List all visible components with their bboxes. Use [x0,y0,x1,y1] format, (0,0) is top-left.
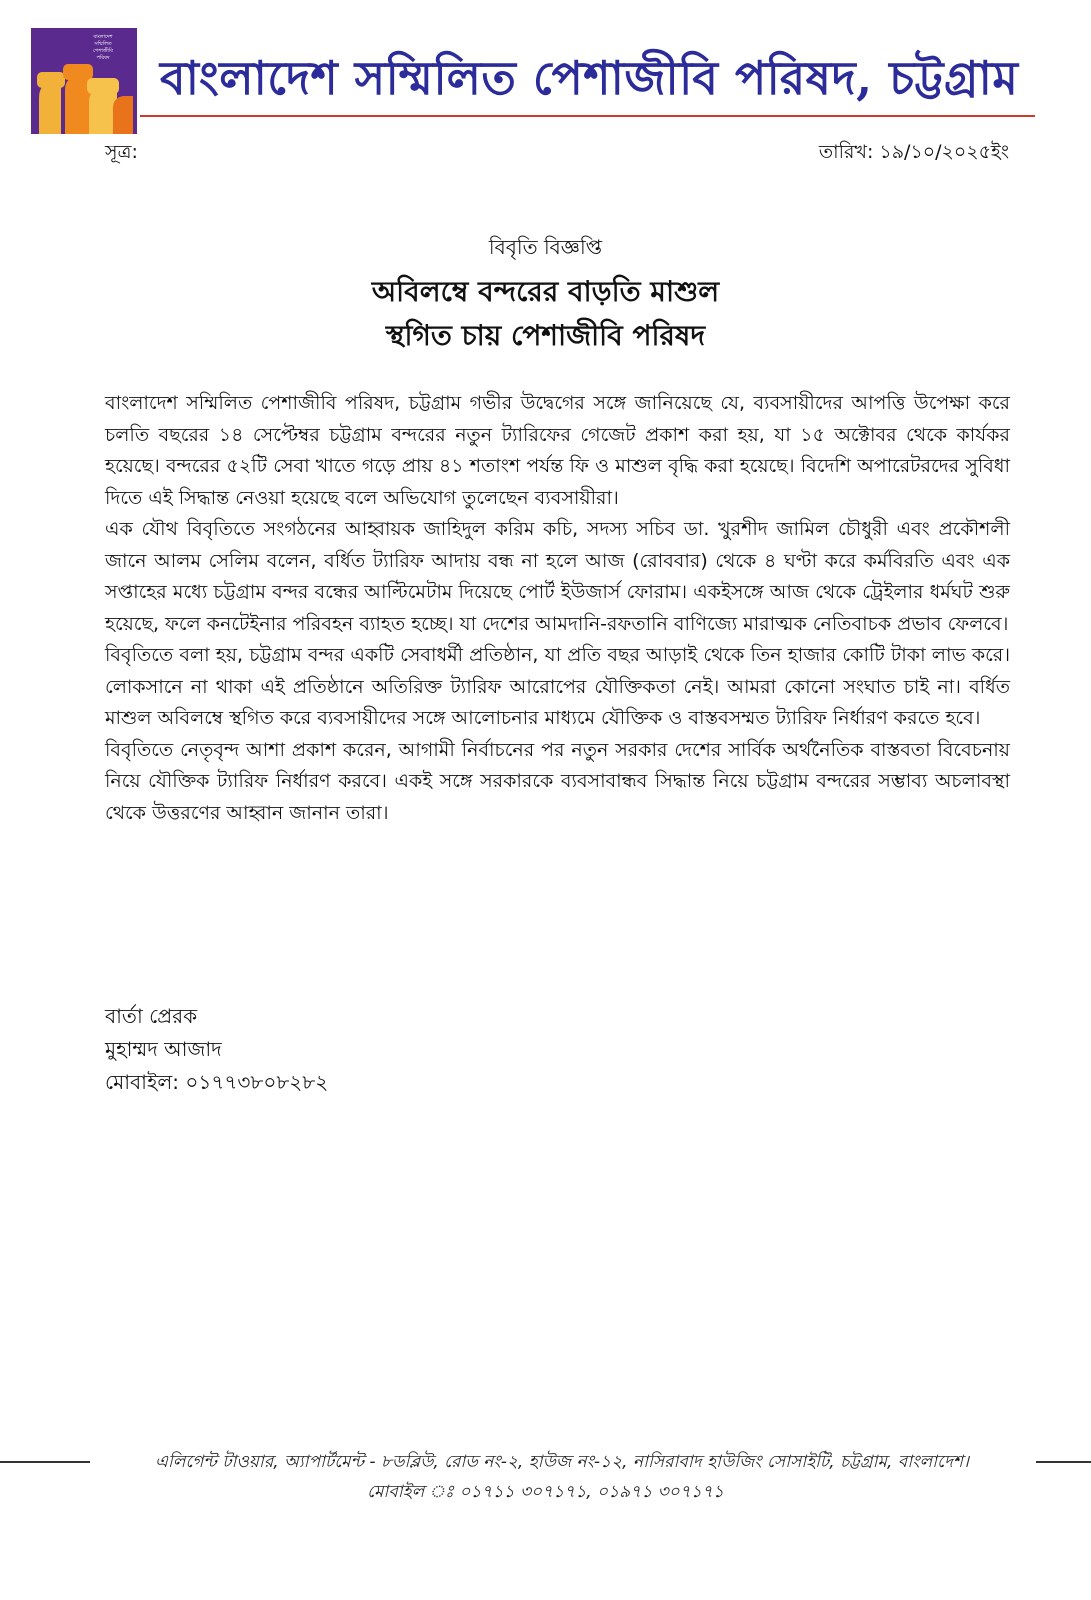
sender-mobile: মোবাইল: ০১৭৭৩৮০৮২৮২ [105,1070,329,1094]
svg-text:পেশাজীবি: পেশাজীবি [93,48,113,54]
org-title: বাংলাদেশ সম্মিলিত পেশাজীবি পরিষদ, চট্টগ্রাম [160,51,1019,105]
statement-body [105,388,1010,829]
paragraph: বিবৃতিতে বলা হয়, চট্টগ্রাম বন্দর একটি সেবাধর্মী প্রতিষ্ঠান, যা প্রতি বছর আড়াই থেকে তিন হাজার কোটি টাকা লাভ করে। লোকসানে না থাকা এই প্রতিষ্ঠানে অতিরিক্ত ট্যারিফ আরোপের যৌক্তিকতা নেই। আমরা কোনো সংঘাত চাই না। বর্ধিত মাশুল অবিলম্বে স্থগিত করে ব্যবসায়ীদের সঙ্গে আলোচনার মাধ্যমে যৌক্তিক ও বাস্তবসম্মত ট্যারিফ নির্ধারণ করতে হবে। [105,644,1010,729]
footer-divider-left [0,1461,90,1463]
footer-divider-right [1036,1461,1091,1463]
svg-text:পরিষদ: পরিষদ [96,55,110,61]
paragraph: বাংলাদেশ সম্মিলিত পেশাজীবি পরিষদ, চট্টগ্রাম গভীর উদ্বেগের সঙ্গে জানিয়েছে যে, ব্যবসায়ীদের আপত্তি উপেক্ষা করে চলতি বছরের ১৪ সেপ্টেম্বর চট্টগ্রাম বন্দরের নতুন ট্যারিফের গেজেট প্রকাশ করা হয়, যা ১৫ অক্টোবর থেকে কার্যকর হয়েছে। বন্দরের ৫২টি সেবা খাতে গড়ে প্রায় ৪১ শতাংশ পর্যন্ত ফি ও মাশুল বৃদ্ধি করা হয়েছে। বিদেশি অপারেটরদের সুবিধা দিতে এই সিদ্ধান্ত নেওয়া হয়েছে বলে অভিযোগ তুলেছেন ব্যবসায়ীরা। [105,392,1010,509]
sender-label: বার্তা প্রেরক [105,1004,198,1028]
footer-phone: মোবাইল ঃ ০১৭১১ ৩০৭১৭১, ০১৯৭১ ৩০৭১৭১ [367,1482,724,1502]
raised-fists-icon [31,28,137,134]
footer-address: এলিগেন্ট টাওয়ার, অ্যাপার্টমেন্ট - ৮ডব্লিউ, রোড নং-২, হাউজ নং-১২, নাসিরাবাদ হাউজিং সোসাইটি, চট্টগ্রাম, বাংলাদেশ। [154,1452,970,1472]
reference-label: সূত্র: [105,141,138,163]
date-line: তারিখ: ১৯/১০/২০২৫ইং [818,141,1009,163]
signature-block [105,1000,328,1099]
sender-name: মুহাম্মদ আজাদ [105,1037,222,1061]
headline-line-1: অবিলম্বে বন্দরের বাড়তি মাশুল [371,275,720,308]
paragraph: বিবৃতিতে নেতৃবৃন্দ আশা প্রকাশ করেন, আগামী নির্বাচনের পর নতুন সরকার দেশের সার্বিক অর্থনৈতিক বাস্তবতা বিবেচনায় নিয়ে যৌক্তিক ট্যারিফ নির্ধারণ করবে। একই সঙ্গে সরকারকে ব্যবসাবান্ধব সিদ্ধান্ত নিয়ে চট্টগ্রাম বন্দরের সম্ভাব্য অচলাবস্থা থেকে উত্তরণের আহ্বান জানান তারা। [105,738,1010,824]
header-divider [140,115,1035,117]
paragraph: এক যৌথ বিবৃতিতে সংগঠনের আহ্বায়ক জাহিদুল করিম কচি, সদস্য সচিব ডা. খুরশীদ জামিল চৌধুরী এবং প্রকৌশলী জানে আলম সেলিম বলেন, বর্ধিত ট্যারিফ আদায় বন্ধ না হলে আজ (রোববার) থেকে ৪ ঘণ্টা করে কর্মবিরতি এবং এক সপ্তাহের মধ্যে চট্টগ্রাম বন্দর বন্ধের আল্টিমেটাম দিয়েছে পোর্ট ইউজার্স ফোরাম। একইসঙ্গে আজ থেকে ট্রেইলার ধর্মঘট শুরু হয়েছে, ফলে কনটেইনার পরিবহন ব্যাহত হচ্ছে। যা দেশের আমদানি-রফতানি বাণিজ্যে মারাত্মক নেতিবাচক প্রভাব ফেলবে। [105,518,1010,635]
svg-text:বাংলাদেশ: বাংলাদেশ [93,34,113,40]
document-type: বিবৃতি বিজ্ঞপ্তি [488,235,603,259]
org-logo [31,28,137,134]
headline-line-2: স্থগিত চায় পেশাজীবি পরিষদ [385,319,706,352]
svg-text:সম্মিলিত: সম্মিলিত [94,41,112,47]
